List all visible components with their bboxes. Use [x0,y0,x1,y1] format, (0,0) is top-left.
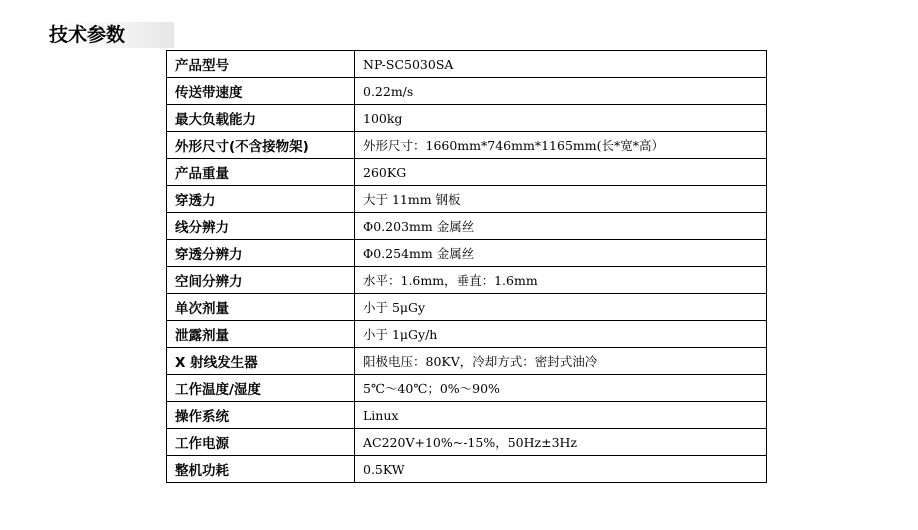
spec-value: 外形尺寸：1660mm*746mm*1165mm(长*宽*高） [355,132,767,159]
table-row [167,375,767,402]
table-row [167,78,767,105]
table-row [167,132,767,159]
table-row [167,186,767,213]
spec-key: 空间分辨力 [167,267,355,294]
spec-value: 阳极电压：80KV，冷却方式：密封式油冷 [355,348,767,375]
table-row [167,159,767,186]
table-row [167,213,767,240]
spec-key: 工作温度/湿度 [167,375,355,402]
spec-key: 穿透分辨力 [167,240,355,267]
table-row [167,105,767,132]
spec-value: 水平：1.6mm，垂直：1.6mm [355,267,767,294]
spec-value: Φ0.254mm 金属丝 [355,240,767,267]
spec-key: 外形尺寸(不含接物架) [167,132,355,159]
spec-key: 整机功耗 [167,456,355,483]
spec-value: 小于 5μGy [355,294,767,321]
spec-value: 260KG [355,159,767,186]
table-row [167,240,767,267]
spec-value: 0.22m/s [355,78,767,105]
spec-key: 单次剂量 [167,294,355,321]
spec-key: 工作电源 [167,429,355,456]
spec-key: 产品型号 [167,51,355,78]
table-row [167,348,767,375]
spec-key: 最大负载能力 [167,105,355,132]
table-row [167,402,767,429]
spec-key: 传送带速度 [167,78,355,105]
spec-value: 100kg [355,105,767,132]
spec-value: 5℃～40℃；0%～90% [355,375,767,402]
table-row [167,456,767,483]
spec-value: Φ0.203mm 金属丝 [355,213,767,240]
spec-key: 线分辨力 [167,213,355,240]
table-row [167,321,767,348]
spec-key: X 射线发生器 [167,348,355,375]
section-title: 技术参数 [47,22,174,48]
spec-key: 穿透力 [167,186,355,213]
spec-key: 操作系统 [167,402,355,429]
spec-key: 泄露剂量 [167,321,355,348]
table-row [167,51,767,78]
spec-value: AC220V+10%~-15%，50Hz±3Hz [355,429,767,456]
spec-value: 大于 11mm 钢板 [355,186,767,213]
table-row [167,267,767,294]
spec-value: 0.5KW [355,456,767,483]
spec-value: Linux [355,402,767,429]
spec-key: 产品重量 [167,159,355,186]
table-row [167,429,767,456]
table-row [167,294,767,321]
spec-value: NP-SC5030SA [355,51,767,78]
spec-value: 小于 1μGy/h [355,321,767,348]
spec-table [166,50,767,483]
